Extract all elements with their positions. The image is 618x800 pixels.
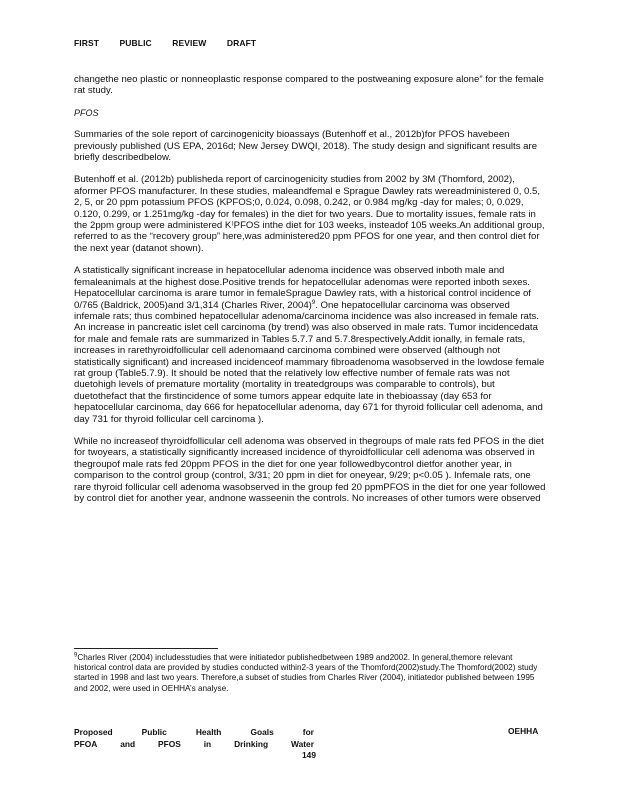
footer-word: Health — [195, 727, 222, 737]
footnote-marker: 9 — [311, 299, 316, 306]
paragraph-thyroid-results: While no increaseof thyroidfollicular cell adenoma was observed in thegroups of male rats fed PFOS in the diet for twoyears, a statistically significantly increased incidence of thyroidfollicular cell adenoma was observed in thegroupof male rats fed 20ppm PFOS in the diet for one year followedbycontrol dietfor another year, in comparison to the control group (control, 3/31; 20 ppm in diet for oneyear, 9/29; p<0.05 ). Infemale rats, one rare thyroid follicular cell adenoma wasobserved in the group fed 20 ppmPFOS in the diet for one year followed by control diet for another year, andnone wasseenin the controls. No increases of other tumors were observed — [74, 435, 546, 504]
paragraph-summaries: Summaries of the sole report of carcinogenicity bioassays (Butenhoff et al., 2012b)for PFOS havebeen previously published (US EPA, 2016d; New Jersey DWQI, 2018). The study design and significant results are briefly describedbelow. — [74, 129, 538, 164]
paragraph-text: . One hepatocellular carcinoma was observed infemale rats; thus combined hepatocellular adenoma/carcinoma incidence was also increased in female rats. An increase in pancreatic islet cell carcinoma (by trend) was also observed in male rats. Tumor incidencedata for male and female rats are summarized in Tables 5.7.7 and 5.7.8respectively.Addit ionally, in female rats, increases in rarethyroidfollicular cell adenomaand carcinoma combined were observed (although not statistically significant) and increased incidenceof mammary fibroadenoma wasobserved in the lowdose female rat group (Table5.7.9). It should be noted that the relatively low effective number of female rats was not duetohigh levels of premature mortality (mortality in treatedgroups was comparable to controls), but duetothefact that the firstincidence of some tumors appear edquite late in thebioassay (day 653 for hepatocellular carcinoma, day 666 for hepatocellular adenoma, day 671 for thyroid follicular cell adenoma, and day 731 for thyroid follicular cell carcinoma ). — [74, 299, 545, 425]
footer-title-line-2 — [74, 738, 314, 750]
footer-word: Drinking — [234, 739, 269, 749]
paragraph-continuation: changethe neo plastic or nonneoplastic response compared to the postweaning exposure alone” for the female rat study. — [74, 74, 544, 97]
page-number: 149 — [302, 750, 316, 760]
header-word: PUBLIC — [119, 38, 152, 48]
footnote-number: 9 — [74, 652, 78, 659]
footer-word: Proposed — [74, 727, 113, 737]
footer-word: for — [302, 727, 314, 737]
header-word: DRAFT — [226, 38, 257, 48]
footer-document-title — [74, 726, 314, 750]
section-heading-pfos: PFOS — [74, 107, 99, 118]
paragraph-text: A statistically significant increase in hepatocellular adenoma incidence was observed inboth male and femaleanimals at the highest dose.Positive trends for hepatocellular adenomas were reported inboth sexes. Hepatocellular carcinoma is arare tumor in femaleSprague Dawley rats, with a historical control incidence of 0/765 (Baldrick, 2005)and 3/1,314 (Charles River, 2004) — [74, 265, 531, 311]
footer-word: Goals — [250, 727, 274, 737]
footer-word: in — [203, 739, 212, 749]
footnote-divider — [74, 648, 218, 649]
draft-header — [74, 38, 374, 48]
footer-word: PFOA — [74, 739, 98, 749]
footer-word: PFOS — [158, 739, 181, 749]
paragraph-hepatocellular-results — [74, 265, 546, 425]
footer-word: Water — [291, 739, 314, 749]
header-word: FIRST — [74, 38, 100, 48]
footer-agency: OEHHA — [508, 726, 539, 736]
footer-title-line-1 — [74, 726, 314, 738]
body-text — [74, 74, 546, 515]
paragraph-study-design: Butenhoff et al. (2012b) publisheda report of carcinogenicity studies from 2002 by 3M (Thomford, 2002), aformer PFOS manufacturer. In these studies, maleandfemal e Sprague Dawley rats wereadministered 0, 0.5, 2, 5, or 20 ppm potassium PFOS (KPFOS;0, 0.024, 0.098, 0.242, or 0.984 mg/kg -day for males; 0, 0.029, 0.120, 0.299, or 1.251mg/kg -day for females) in the diet for two years. Due to mortality issues, female rats in the 2ppm group were administered K⁾PFOS inthe diet for 103 weeks, insteadof 105 weeks.An additional group, referred to as the “recovery group” here,was administered20 ppm PFOS for one year, and then control diet for the next year (datanot shown). — [74, 174, 545, 254]
footnote — [74, 653, 546, 694]
footnote-text: Charles River (2004) includesstudies that were initiatedor publishedbetween 1989 and2002. In general,themore relevant historical control data are provided by studies conducted within2-3 years of the Thomford(2002)study.The Thomford(2002) study started in 1998 and last two years. Therefore,a subset of studies from Charles River (2004), initiatedor published between 1995 and 2002, were used in OEHHA’s analyse. — [74, 653, 538, 693]
header-word: REVIEW — [172, 38, 207, 48]
footer-word: Public — [141, 727, 167, 737]
footer-word: and — [120, 739, 136, 749]
